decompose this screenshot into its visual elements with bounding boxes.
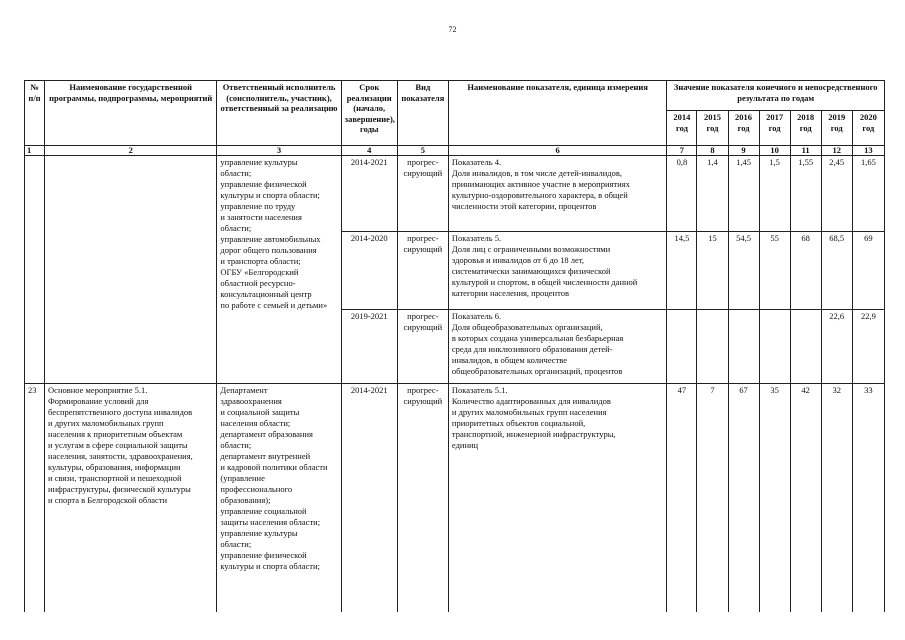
value-cell: 35 [759, 384, 790, 612]
column-number: 3 [217, 146, 341, 156]
header-year: 2017 год [759, 111, 790, 146]
type-cell: прогрес- сирующий [397, 232, 448, 310]
column-numbers-row [25, 146, 885, 156]
value-cell: 7 [697, 384, 728, 612]
header-type: Вид показателя [397, 81, 448, 146]
value-cell: 1,5 [759, 156, 790, 232]
value-cell: 55 [759, 232, 790, 310]
value-cell: 14,5 [667, 232, 697, 310]
value-cell: 22,6 [821, 310, 852, 384]
program-cell: Основное мероприятие 5.1. Формирование условий для беспрепятственного доступа инвалидов и других маломобильных групп населения к приоритетным объектам и услугам в сфере социальной защиты населения, занятости, здравоохранения, культуры, образования, информации и связи, транспортной и пешеходной инфраструктуры, физической культуры и спорта в Белгородской области [45, 384, 217, 612]
value-cell: 2,45 [821, 156, 852, 232]
value-cell: 69 [852, 232, 884, 310]
term-cell: 2014-2020 [341, 232, 397, 310]
value-cell: 1,4 [697, 156, 728, 232]
column-number: 6 [448, 146, 666, 156]
header-term: Срок реализации (начало, завершение), годы [341, 81, 397, 146]
value-cell: 67 [728, 384, 759, 612]
table-row [25, 384, 885, 612]
column-number: 7 [667, 146, 697, 156]
term-cell: 2014-2021 [341, 156, 397, 232]
header-num: № п/п [25, 81, 45, 146]
column-number: 4 [341, 146, 397, 156]
term-cell: 2019-2021 [341, 310, 397, 384]
indicator-cell: Показатель 5.1. Количество адаптированных для инвалидов и других маломобильных групп населения приоритетных объектов социальной, транспортной, инженерной инфраструктуры, единиц [448, 384, 666, 612]
indicators-table [24, 80, 885, 612]
value-cell: 68,5 [821, 232, 852, 310]
value-cell: 47 [667, 384, 697, 612]
column-number: 2 [45, 146, 217, 156]
value-cell: 1,45 [728, 156, 759, 232]
num-cell: 23 [25, 384, 45, 612]
executor-cell: Департамент здравоохранения и социальной защиты населения области; департамент образования области; департамент внутренней и кадровой политики области (управление профессионального образования); управление социальной защиты населения области; управление культуры области; управление физической культуры и спорта области; [217, 384, 341, 612]
value-cell: 32 [821, 384, 852, 612]
header-year: 2016 год [728, 111, 759, 146]
column-number: 12 [821, 146, 852, 156]
program-cell [45, 156, 217, 384]
column-number: 11 [790, 146, 821, 156]
value-cell: 42 [790, 384, 821, 612]
column-number: 13 [852, 146, 884, 156]
value-cell [667, 310, 697, 384]
value-cell: 15 [697, 232, 728, 310]
table-row [25, 156, 885, 232]
value-cell [697, 310, 728, 384]
indicator-cell: Показатель 5. Доля лиц с ограниченными возможностями здоровья и инвалидов от 6 до 18 лет, систематически занимающихся физической культурой и спортом, в общей численности данной категории населения, процентов [448, 232, 666, 310]
column-number: 1 [25, 146, 45, 156]
executor-cell: управление культуры области; управление физической культуры и спорта области; управление по труду и занятости населения области; управление автомобильных дорог общего пользования и транспорта области; ОГБУ «Белгородский областной ресурсно- консультационный центр по работе с семьей и детьми» [217, 156, 341, 384]
value-cell: 22,9 [852, 310, 884, 384]
column-number: 8 [697, 146, 728, 156]
value-cell: 68 [790, 232, 821, 310]
indicator-cell: Показатель 6. Доля общеобразовательных организаций, в которых создана универсальная безбарьерная среда для инклюзивного образования детей- инвалидов, в общем количестве общеобразовательных организаций, процентов [448, 310, 666, 384]
header-values: Значение показателя конечного и непосредственного результата по годам [667, 81, 885, 111]
value-cell: 0,8 [667, 156, 697, 232]
header-program: Наименование государственной программы, подпрограммы, мероприятий [45, 81, 217, 146]
type-cell: прогрес- сирующий [397, 310, 448, 384]
header-year: 2018 год [790, 111, 821, 146]
header-year: 2019 год [821, 111, 852, 146]
value-cell: 1,65 [852, 156, 884, 232]
header-year: 2020 год [852, 111, 884, 146]
value-cell: 1,55 [790, 156, 821, 232]
value-cell: 33 [852, 384, 884, 612]
column-number: 10 [759, 146, 790, 156]
header-indicator: Наименование показателя, единица измерения [448, 81, 666, 146]
indicator-cell: Показатель 4. Доля инвалидов, в том числе детей-инвалидов, принимающих активное участие в мероприятиях культурно-оздоровительного характера, в общей численности этой категории, процентов [448, 156, 666, 232]
page-number: 72 [448, 25, 457, 34]
term-cell: 2014-2021 [341, 384, 397, 612]
column-number: 9 [728, 146, 759, 156]
column-number: 5 [397, 146, 448, 156]
value-cell [790, 310, 821, 384]
value-cell [759, 310, 790, 384]
type-cell: прогрес- сирующий [397, 156, 448, 232]
num-cell [25, 156, 45, 384]
value-cell [728, 310, 759, 384]
value-cell: 54,5 [728, 232, 759, 310]
type-cell: прогрес- сирующий [397, 384, 448, 612]
header-year: 2015 год [697, 111, 728, 146]
header-executor: Ответственный исполнитель (соисполнитель, участник), ответственный за реализацию [217, 81, 341, 146]
header-year: 2014 год [667, 111, 697, 146]
